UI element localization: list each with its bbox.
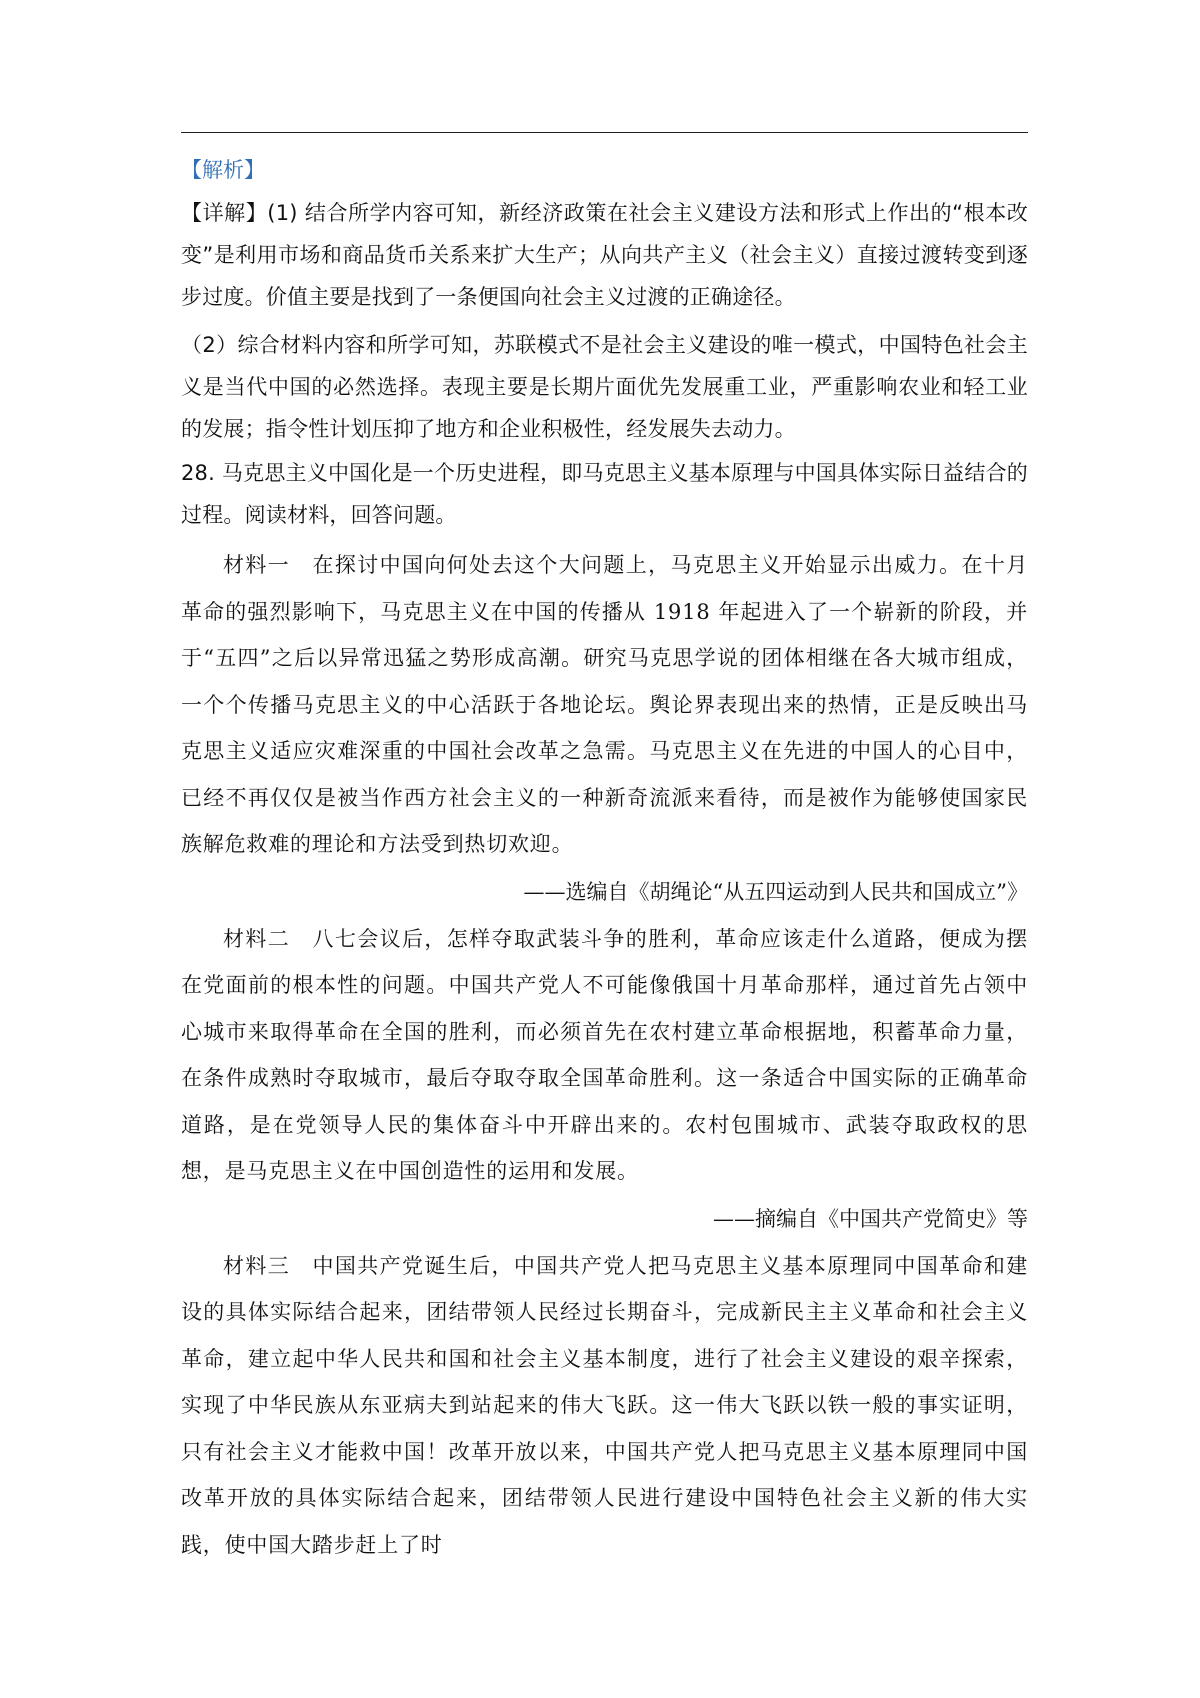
source-1: ——选编自《胡绳论“从五四运动到人民共和国成立”》 <box>523 879 1028 904</box>
material-2: 材料二 八七会议后，怎样夺取武装斗争的胜利，革命应该走什么道路，便成为摆在党面前的根本性的问题。中国共产党人不可能像俄国十月革命那样，通过首先占领中心城市来取得革命在全国的胜利，而必须首先在农村建立革命根据地，积蓄革命力量，在条件成熟时夺取城市，最后夺取夺取全国革命胜利。这一条适合中国实际的正确革命道路，是在党领导人民的集体奋斗中开辟出来的。农村包围城市、武装夺取政权的思想，是马克思主义在中国创造性的运用和发展。 <box>181 926 1028 1183</box>
material-1: 材料一 在探讨中国向何处去这个大问题上，马克思主义开始显示出威力。在十月革命的强烈影响下，马克思主义在中国的传播从 1918 年起进入了一个崭新的阶段，并于“五四”之后以异常迅猛之势形成高潮。研究马克思学说的团体相继在各大城市组成，一个个传播马克思主义的中心活跃于各地论坛。舆论界表现出来的热情，正是反映出马克思主义适应灾难深重的中国社会改革之急需。马克思主义在先进的中国人的心目中，已经不再仅仅是被当作西方社会主义的一种新奇流派来看待，而是被作为能够使国家民族解危救难的理论和方法受到热切欢迎。 <box>181 553 1028 856</box>
header-rule <box>181 132 1028 133</box>
material-3: 材料三 中国共产党诞生后，中国共产党人把马克思主义基本原理同中国革命和建设的具体实际结合起来，团结带领人民经过长期奋斗，完成新民主主义革命和社会主义革命，建立起中华人民共和国和社会主义基本制度，进行了社会主义建设的艰辛探索，实现了中华民族从东亚病夫到站起来的伟大飞跃。这一伟大飞跃以铁一般的事实证明，只有社会主义才能救中国！改革开放以来，中国共产党人把马克思主义基本原理同中国改革开放的具体实际结合起来，团结带领人民进行建设中国特色社会主义新的伟大实践，使中国大踏步赶上了时 <box>181 1253 1028 1557</box>
question-28: 28. 马克思主义中国化是一个历史进程，即马克思主义基本原理与中国具体实际日益结合的过程。阅读材料，回答问题。 <box>181 461 1028 527</box>
analysis-label: 【解析】 <box>181 158 265 182</box>
document-body <box>181 150 1028 1568</box>
source-2: ——摘编自《中国共产党简史》等 <box>713 1206 1028 1231</box>
detail-paragraph-1: 【详解】(1) 结合所学内容可知，新经济政策在社会主义建设方法和形式上作出的“根本改变”是利用市场和商品货币关系来扩大生产；从向共产主义（社会主义）直接过渡转变到逐步过度。价值主要是找到了一条便国向社会主义过渡的正确途径。 <box>181 201 1028 309</box>
detail-paragraph-2: （2）综合材料内容和所学可知，苏联模式不是社会主义建设的唯一模式，中国特色社会主义是当代中国的必然选择。表现主要是长期片面优先发展重工业，严重影响农业和轻工业的发展；指令性计划压抑了地方和企业积极性，经发展失去动力。 <box>181 333 1028 441</box>
